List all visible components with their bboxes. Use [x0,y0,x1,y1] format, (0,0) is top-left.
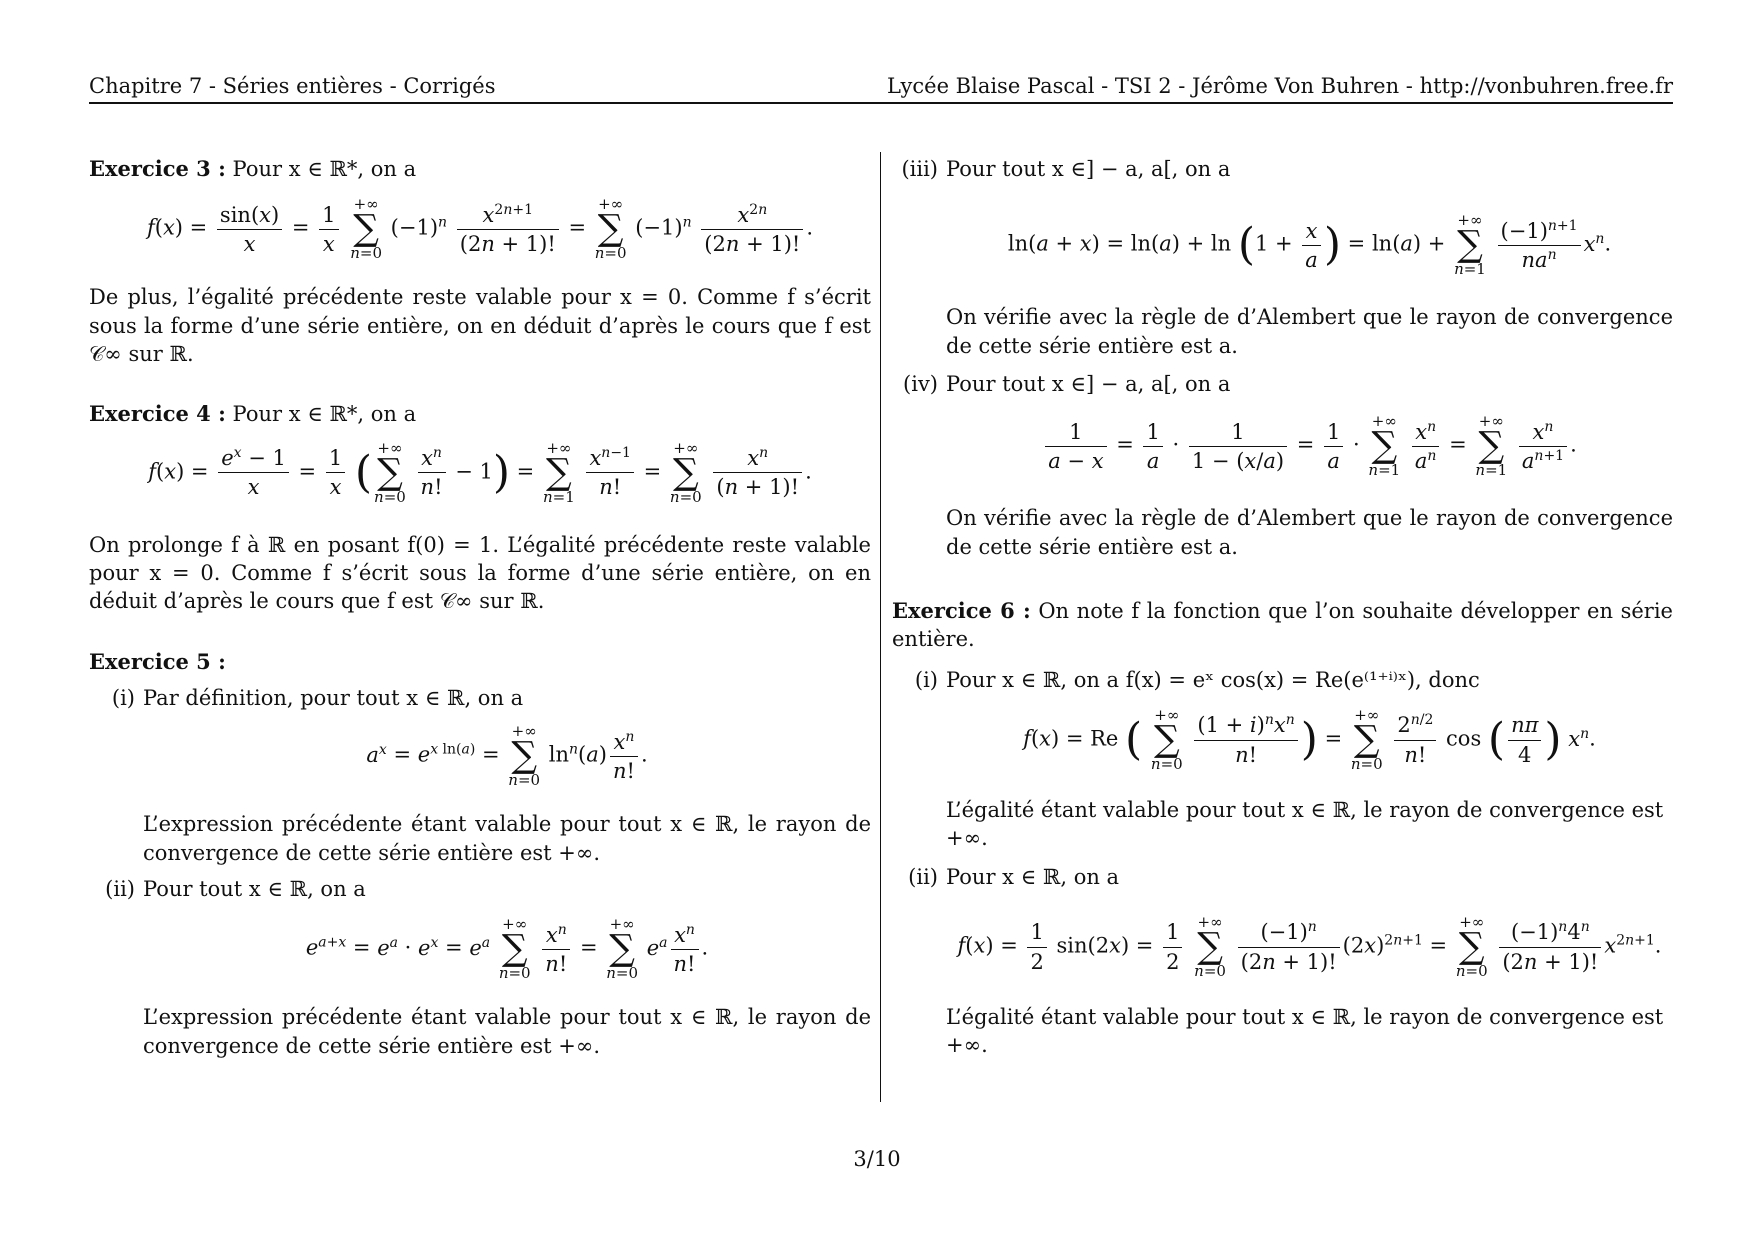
left-column [89,155,871,1105]
exercise-3-conclusion: De plus, l’égalité précédente reste valable pour x = 0. Comme f s’écrit sous la forme d’une série entière, on en déduit d’après le cours que f est 𝒞∞ sur ℝ. [89,285,871,367]
exercise-6-item-i-intro: Pour x ∈ ℝ, on a f(x) = eˣ cos(x) = Re(e⁽¹⁺ⁱ⁾ˣ), donc [946,667,1480,692]
exercise-5-item-i [89,684,871,712]
exercise-5-ii-note: L’expression précédente étant valable pour tout x ∈ ℝ, le rayon de convergence de cette série entière est +∞. [143,1005,871,1058]
exercise-5-ii-equation: $e^{a+x} = e^a \cdot e^x = e^a$ +∞ ∑ n=0 $\frac{x^n}{n!}$ = +∞ ∑ n=0 $e^a$ $\frac{x^n}{n!}$ . [305,915,709,983]
exercise-5-item-iii-intro: Pour tout x ∈] − a, a[, on a [946,157,1231,181]
exercise-3-title: Exercice 3 : [89,156,226,181]
exercise-4-intro-text: Pour x ∈ ℝ*, on a [232,402,417,427]
item-label: (ii) [908,864,938,889]
item-label: (iii) [901,157,938,181]
exercise-5-item-i-intro: Par définition, pour tout x ∈ ℝ, on a [143,686,524,711]
exercise-5-title: Exercice 5 : [89,648,226,674]
exercise-4-conclusion: On prolonge f à ℝ en posant f(0) = 1. L’égalité précédente reste valable pour x = 0. Comme f s’écrit sous la forme d’une série entière, on en déduit d’après le cours que f est 𝒞∞ sur ℝ. [89,532,871,614]
exercise-6-ii-note: L’égalité étant valable pour tout x ∈ ℝ, le rayon de convergence est +∞. [946,1005,1664,1058]
exercise-6-i-note: L’égalité étant valable pour tout x ∈ ℝ, le rayon de convergence est +∞. [946,798,1664,851]
item-label: (ii) [105,877,135,902]
exercise-5-item-iv-intro: Pour tout x ∈] − a, a[, on a [946,372,1231,397]
exercise-5-heading [89,648,871,676]
exercise-5-item-iii [892,155,1673,183]
exercise-5-i-note: L’expression précédente étant valable pour tout x ∈ ℝ, le rayon de convergence de cette série entière est +∞. [143,812,871,865]
column-separator [880,152,881,1102]
exercise-4-title: Exercice 4 : [89,401,226,427]
exercise-6-item-ii [892,863,1673,891]
header-chapter-title: Chapitre 7 - Séries entières - Corrigés [89,74,496,98]
exercise-5-item-ii [89,875,871,903]
exercise-6-item-i [892,666,1673,694]
item-label: (i) [111,686,135,711]
exercise-5-iii-note: On vérifie avec la règle de d’Alembert que le rayon de convergence de cette série entière est a. [946,305,1673,358]
item-label: (iv) [903,372,938,397]
exercise-6-ii-equation: f(x) = $\frac{1}{2}$ sin(2x) = $\frac{1}{2}$ +∞ ∑ n=0 $\frac{(-1)^n}{(2n + 1)!}$ $(2x)^{2n+1}$ = +∞ ∑ n=0 $\frac{(-1)^n4^n}{(2n + 1)!}$ $x^{2n+1}$. [957,913,1662,981]
exercise-4-equation: f(x) = $\frac{e^x - 1}{x}$ = $\frac{1}{x}$ ( +∞ ∑ n=0 $\frac{x^n}{n!}$ − 1) = +∞ ∑ n=1 $\frac{x^{n-1}}{n!}$ = +∞ ∑ n=0 $\frac{x^n}{(n + 1)!}$ . [148,438,812,506]
exercise-6-i-equation: f(x) = Re ( +∞ ∑ n=0 $\frac{(1 + i)^nx^n}{n!}$ ) = +∞ ∑ n=0 $\frac{2^{n/2}}{n!}$ cos ( $\frac{n\pi}{4}$ ) $x^n$. [1023,706,1596,774]
exercise-3-intro-text: Pour x ∈ ℝ*, on a [232,157,417,181]
exercise-5-iv-note: On vérifie avec la règle de d’Alembert que le rayon de convergence de cette série entière est a. [946,506,1673,559]
item-label: (i) [914,667,938,692]
right-column [892,155,1673,1105]
exercise-3-equation: f(x) = $\frac{\sin(x)}{x}$ = $\frac{1}{x}$ +∞ ∑ n=0 $(-1)^n$ $\frac{x^{2n+1}}{(2n + 1)!}$ = +∞ ∑ n=0 $(-1)^n$ $\frac{x^{2n}}{(2n + 1)!}$ . [146,195,814,263]
exercise-5-item-ii-intro: Pour tout x ∈ ℝ, on a [143,877,366,902]
exercise-5-iii-equation: ln(a + x) = ln(a) + ln (1 + $\frac{x}{a}$ ) = ln(a) + +∞ ∑ n=1 $\frac{(-1)^{n+1}}{na^n}$ $x^n$. [1007,211,1612,279]
exercise-6-item-ii-intro: Pour x ∈ ℝ, on a [946,864,1120,889]
exercise-5-item-iv [892,370,1673,398]
exercise-6-intro-text: On note f la fonction que l’on souhaite développer en série entière. [892,599,1673,652]
exercise-5-iv-equation: $\frac{1}{a - x}$ = $\frac{1}{a}$ · $\frac{1}{1 - (x/a)}$ = $\frac{1}{a}$ · +∞ ∑ n=1 $\frac{x^n}{a^n}$ = +∞ ∑ n=1 $\frac{x^n}{a^{n+1}}$ . [892,414,1673,488]
page-header [89,72,1673,104]
page-number: 3/10 [853,1147,901,1171]
exercise-6-title: Exercice 6 : [892,598,1031,624]
header-author-url: Lycée Blaise Pascal - TSI 2 - Jérôme Von Buhren - http://vonbuhren.free.fr [886,74,1673,98]
exercise-5-i-equation: $a^x = e^{x ln(a)}$ = +∞ ∑ n=0 $\ln^n(a)$ $\frac{x^n}{n!}$ . [366,722,648,790]
exercise-4-intro [89,400,871,428]
exercise-3-intro [89,155,871,183]
exercise-6-intro [892,597,1673,654]
